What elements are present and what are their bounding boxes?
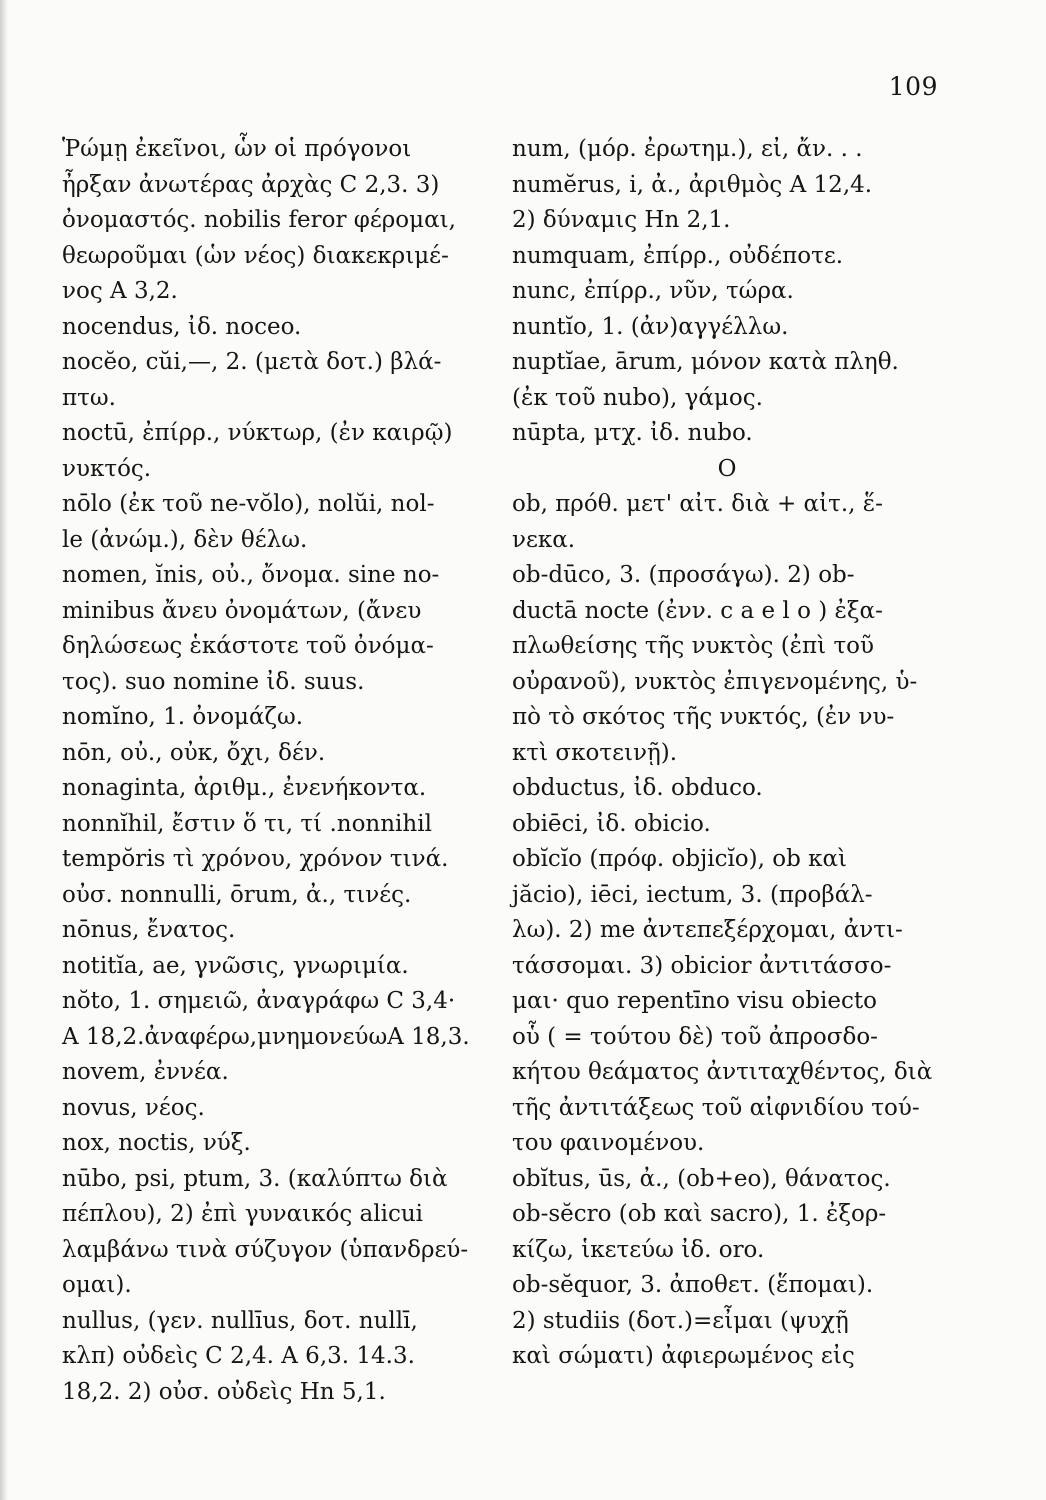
- page-edge-shadow: [0, 0, 8, 1500]
- right-column-line: τῆς ἀντιτάξεως τοῦ αἰφνιδίου τού-: [512, 1094, 920, 1121]
- right-column-line: obductus, ἰδ. obduco.: [512, 775, 763, 801]
- right-column-line: nunc, ἐπίρρ., νῦν, τώρα.: [512, 278, 794, 304]
- right-column-line: ob-sĕquor, 3. ἀποθετ. (ἕπομαι).: [512, 1272, 874, 1298]
- right-column-line: κήτου θεάματος ἀντιταχθέντος, διὰ: [512, 1059, 933, 1085]
- right-column-line: μαι· quo repentīno visu obiecto: [512, 988, 877, 1014]
- right-column-line: κίζω, ἱκετεύω ἰδ. oro.: [512, 1236, 765, 1263]
- left-column-line: nonnĭhil, ἔστιν ὅ τι, τί .nonnihil: [62, 810, 432, 837]
- left-column-line: nomĭno, 1. ὀνομάζω.: [62, 704, 304, 730]
- left-column-line: nōn, οὐ., οὐκ, ὄχι, δέν.: [62, 739, 326, 766]
- right-column-line: jăcio), iēci, iectum, 3. (προβάλ-: [512, 881, 873, 908]
- right-column-line: 2) studiis (δοτ.)=εἶμαι (ψυχῇ: [512, 1307, 849, 1334]
- left-column-line: ομαι).: [62, 1272, 132, 1298]
- right-column-line: πλωθείσης τῆς νυκτὸς (ἐπὶ τοῦ: [512, 633, 875, 659]
- left-column-line: novem, ἐννέα.: [62, 1059, 229, 1085]
- right-column-line: ob-dūco, 3. (προσάγω). 2) ob-: [512, 562, 855, 588]
- left-column-line: λαμβάνω τινὰ σύζυγον (ὑπανδρεύ-: [62, 1236, 469, 1263]
- right-column-line: πὸ τὸ σκότος τῆς νυκτός, (ἐν νυ-: [512, 704, 895, 730]
- left-column-line: nonaginta, ἀριθμ., ἐνενήκοντα.: [62, 775, 427, 801]
- left-column-line: πέπλου), 2) ἐπὶ γυναικός alicui: [62, 1201, 424, 1227]
- left-column-line: 18,2. 2) οὐσ. οὐδεὶς Hn 5,1.: [62, 1378, 386, 1405]
- right-column-line: nūpta, μτχ. ἰδ. nubo.: [512, 420, 753, 446]
- right-column-line: num, (μόρ. ἐρωτημ.), εἰ, ἄν. . .: [512, 136, 863, 162]
- right-column-line: ob-sĕcro (ob καὶ sacro), 1. ἐξορ-: [512, 1201, 887, 1227]
- right-column-line: λω). 2) me ἀντεπεξέρχομαι, ἀντι-: [512, 917, 903, 943]
- left-column-line: nŏto, 1. σημειῶ, ἀναγράφω C 3,4·: [62, 988, 456, 1014]
- page-number: 109: [888, 72, 938, 101]
- right-column-line: nuntĭo, 1. (ἀν)αγγέλλω.: [512, 313, 789, 340]
- left-column-line: noctū, ἐπίρρ., νύκτωρ, (ἐν καιρῷ): [62, 420, 453, 446]
- left-column-line: nocendus, ἰδ. noceo.: [62, 313, 302, 340]
- right-column-line: νεκα.: [512, 526, 576, 553]
- left-column-line: novus, νέος.: [62, 1094, 205, 1121]
- right-column-line: οὐρανοῦ), νυκτὸς ἐπιγενομένης, ὑ-: [512, 668, 918, 695]
- left-column-line: κλπ) οὐδεὶς C 2,4. A 6,3. 14.3.: [62, 1343, 415, 1369]
- left-column-line: ἦρξαν ἀνωτέρας ἀρχὰς C 2,3. 3): [62, 171, 440, 198]
- left-column-line: οὐσ. nonnulli, ōrum, ἀ., τινές.: [62, 881, 412, 908]
- right-column-line: τάσσομαι. 3) obicior ἀντιτάσσο-: [512, 952, 892, 979]
- left-column-line: δηλώσεως ἑκάστοτε τοῦ ὀνόμα-: [62, 633, 434, 659]
- left-column-line: nullus, (γεν. nullīus, δοτ. nullī,: [62, 1307, 418, 1334]
- left-column: [62, 132, 502, 1410]
- right-column-line: ductā nocte (ἐνν. c a e l o ) ἐξα-: [512, 597, 883, 624]
- right-column-line: ob, πρόθ. μετ' αἰτ. διὰ + αἰτ., ἕ-: [512, 491, 883, 517]
- left-column-line: ὀνομαστός. nobilis feror φέρομαι,: [62, 207, 456, 233]
- left-column-line: τος). suo nomine ἰδ. suus.: [62, 668, 365, 695]
- right-column-line: numĕrus, i, ἀ., ἀριθμὸς A 12,4.: [512, 171, 873, 198]
- left-column-line: minibus ἄνευ ὀνομάτων, (ἄνευ: [62, 597, 422, 624]
- right-column-line: obĭtus, ūs, ἀ., (ob+eo), θάνατος.: [512, 1165, 891, 1192]
- left-column-line: νυκτός.: [62, 455, 152, 482]
- left-column-line: nōlo (ἐκ τοῦ ne-vŏlo), nolŭi, nol-: [62, 491, 435, 517]
- left-column-line: tempŏris τὶ χρόνου, χρόνον τινά.: [62, 846, 449, 872]
- left-column-line: nocĕo, cŭi,—, 2. (μετὰ δοτ.) βλά-: [62, 349, 442, 375]
- left-column-line: πτω.: [62, 384, 116, 411]
- right-column-line: καὶ σώματι) ἀφιερωμένος εἰς: [512, 1343, 855, 1369]
- right-column-line: obiēci, ἰδ. obicio.: [512, 810, 711, 837]
- left-column-line: νος A 3,2.: [62, 278, 178, 304]
- left-column-line: A 18,2.ἀναφέρω,μνημονεύωA 18,3.: [62, 1023, 470, 1050]
- left-column-line: nūbo, psi, ptum, 3. (καλύπτω διὰ: [62, 1165, 448, 1192]
- right-column-line: κτὶ σκοτεινῇ).: [512, 739, 678, 766]
- left-column-line: notitĭa, ae, γνῶσις, γνωριμία.: [62, 952, 409, 979]
- right-column-line: (ἐκ τοῦ nubo), γάμος.: [512, 384, 763, 411]
- left-column-line: nox, noctis, νύξ.: [62, 1130, 251, 1156]
- right-column-line: numquam, ἐπίρρ., οὐδέποτε.: [512, 242, 844, 269]
- left-column-line: nōnus, ἔνατος.: [62, 917, 236, 943]
- left-column-line: le (ἀνώμ.), δὲν θέλω.: [62, 526, 308, 553]
- section-heading-letter: O: [717, 455, 737, 482]
- right-column-line: του φαινομένου.: [512, 1130, 705, 1156]
- right-column-line: obĭcĭo (πρόφ. objicĭo), ob καὶ: [512, 846, 848, 872]
- right-column: [512, 132, 942, 1375]
- right-column-line: nuptĭae, ārum, μόνον κατὰ πληθ.: [512, 349, 899, 375]
- left-column-line: Ῥώμῃ ἐκεῖνοι, ὧν οἱ πρόγονοι: [62, 136, 412, 162]
- right-column-line: 2) δύναμις Hn 2,1.: [512, 207, 731, 233]
- right-column-line: οὗ ( = τούτου δὲ) τοῦ ἀπροσδο-: [512, 1023, 878, 1050]
- left-column-line: nomen, ĭnis, οὐ., ὄνομα. sine no-: [62, 562, 440, 588]
- left-column-line: θεωροῦμαι (ὡν νέος) διακεκριμέ-: [62, 242, 449, 269]
